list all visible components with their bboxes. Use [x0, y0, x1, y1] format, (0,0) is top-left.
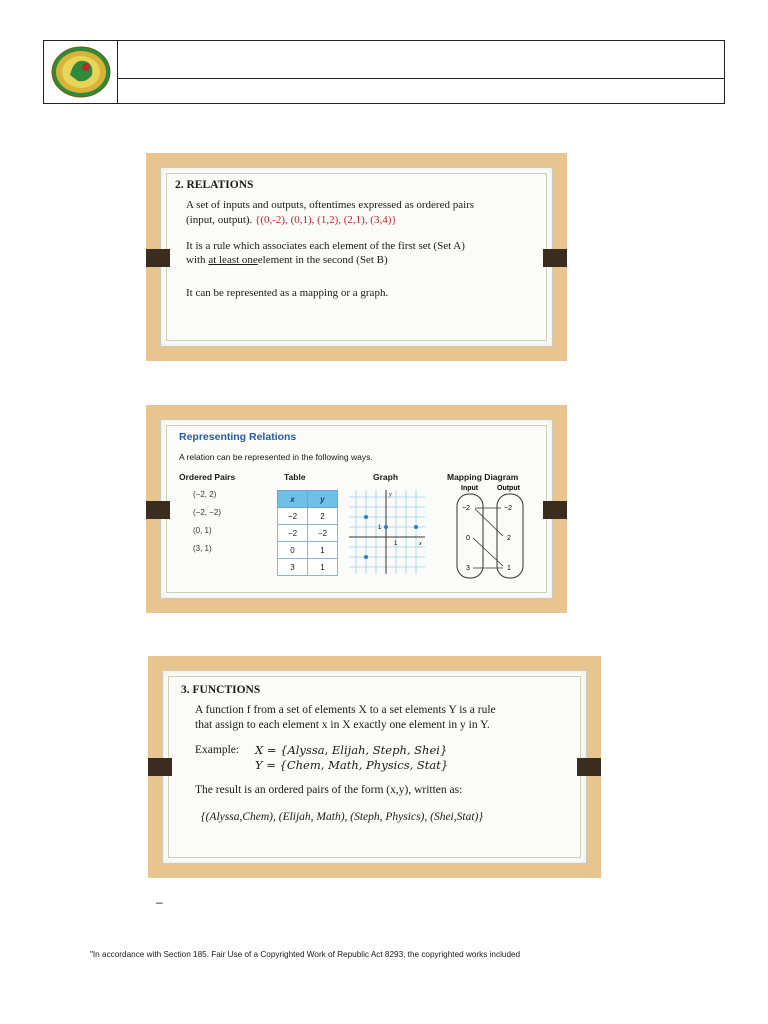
graph-label-y: y — [389, 492, 392, 498]
slide-tab-left — [146, 249, 170, 267]
mapping-input: 3 — [466, 565, 470, 572]
slide-tab-left — [146, 501, 170, 519]
table-header-x: x — [278, 491, 308, 508]
relations-line-2 — [186, 213, 397, 227]
slide-tab-right — [543, 249, 567, 267]
graph-label-x: x — [419, 541, 422, 547]
table-row — [278, 525, 338, 542]
functions-line-2: that assign to each element x in X exactly one element in y in Y. — [195, 719, 490, 731]
input-oval — [457, 494, 483, 578]
mapping-output: 2 — [507, 535, 511, 542]
mapping-output: −2 — [504, 505, 512, 512]
relations-line-4-prefix: with — [186, 254, 206, 266]
col-ordered-pairs: Ordered Pairs — [179, 472, 236, 482]
logo-cell — [44, 41, 118, 103]
slide-functions — [148, 656, 601, 878]
header-row-divider — [118, 78, 724, 79]
table-cell: 1 — [308, 542, 338, 559]
table-cell: 2 — [308, 508, 338, 525]
list-item: (−2, −2) — [193, 508, 222, 517]
relation-graph — [349, 490, 425, 574]
stray-dash: – — [156, 895, 163, 909]
slide-heading: 3. FUNCTIONS — [181, 684, 261, 696]
school-seal-icon — [50, 45, 112, 99]
relations-ordered-pairs: {(0,-2), (0,1), (1,2), (2,1), (3,4)} — [255, 214, 397, 226]
mapping-input-label: Input — [461, 485, 479, 492]
functions-result-pairs: {(Alyssa,Chem), (Elijah, Math), (Steph, Physics), (Shei,Stat)} — [201, 811, 483, 823]
graph-point — [364, 515, 368, 519]
table-row — [278, 542, 338, 559]
mapping-output: 1 — [507, 565, 511, 572]
table-cell: 3 — [278, 559, 308, 576]
relations-underlined-text: at least one — [208, 254, 258, 266]
slide-subtitle: A relation can be represented in the following ways. — [179, 452, 373, 462]
mapping-output-label: Output — [497, 485, 520, 492]
list-item: (−2, 2) — [193, 490, 217, 499]
relations-line-3: It is a rule which associates each element of the first set (Set A) — [186, 240, 465, 252]
relations-line-1: A set of inputs and outputs, oftentimes expressed as ordered pairs — [186, 199, 475, 211]
col-table: Table — [284, 472, 306, 482]
header-table — [43, 40, 725, 104]
mapping-input: −2 — [462, 505, 470, 512]
table-cell: −2 — [278, 525, 308, 542]
slide-tab-left — [148, 758, 172, 776]
relation-table — [277, 490, 338, 576]
functions-line-1: A function f from a set of elements X to a set elements Y is a rule — [195, 704, 496, 716]
slide-panel — [160, 419, 553, 599]
list-item: (0, 1) — [193, 526, 212, 535]
col-mapping-diagram: Mapping Diagram — [447, 472, 519, 482]
slide-heading: 2. RELATIONS — [175, 179, 254, 191]
graph-tick-1-x: 1 — [394, 541, 398, 547]
slide-panel — [162, 670, 587, 864]
table-cell: −2 — [308, 525, 338, 542]
slide-title: Representing Relations — [179, 431, 297, 443]
table-cell: −2 — [278, 508, 308, 525]
slide-relations — [146, 153, 567, 361]
relations-line-4-suffix: element in the second (Set B) — [257, 254, 388, 266]
example-set-y: Y = {Chem, Math, Physics, Stat} — [255, 758, 449, 772]
graph-point — [364, 555, 368, 559]
relations-line-5: It can be represented as a mapping or a graph. — [186, 287, 389, 299]
mapping-input: 0 — [466, 535, 470, 542]
relations-line-4 — [186, 253, 388, 267]
example-label: Example: — [195, 744, 240, 756]
table-row — [278, 559, 338, 576]
copyright-footnote: "In accordance with Section 185. Fair Use of a Copyrighted Work of Republic Act 8293, the copyrighted works included — [90, 950, 521, 959]
graph-point — [414, 525, 418, 529]
table-cell: 0 — [278, 542, 308, 559]
slide-tab-right — [543, 501, 567, 519]
slide-representing-relations — [146, 405, 567, 613]
example-set-x: X = {Alyssa, Elijah, Steph, Shei} — [255, 743, 448, 757]
table-cell: 1 — [308, 559, 338, 576]
graph-point — [384, 525, 388, 529]
col-graph: Graph — [373, 472, 399, 482]
slide-panel — [160, 167, 553, 347]
slide-tab-right — [577, 758, 601, 776]
graph-tick-1-y: 1 — [378, 525, 382, 531]
mapping-diagram — [451, 482, 535, 582]
table-header-y: y — [308, 491, 338, 508]
relations-line-2-prefix: (input, output). — [186, 214, 253, 226]
functions-result-line: The result is an ordered pairs of the form (x,y), written as: — [195, 784, 463, 796]
list-item: (3, 1) — [193, 544, 212, 553]
table-row — [278, 508, 338, 525]
